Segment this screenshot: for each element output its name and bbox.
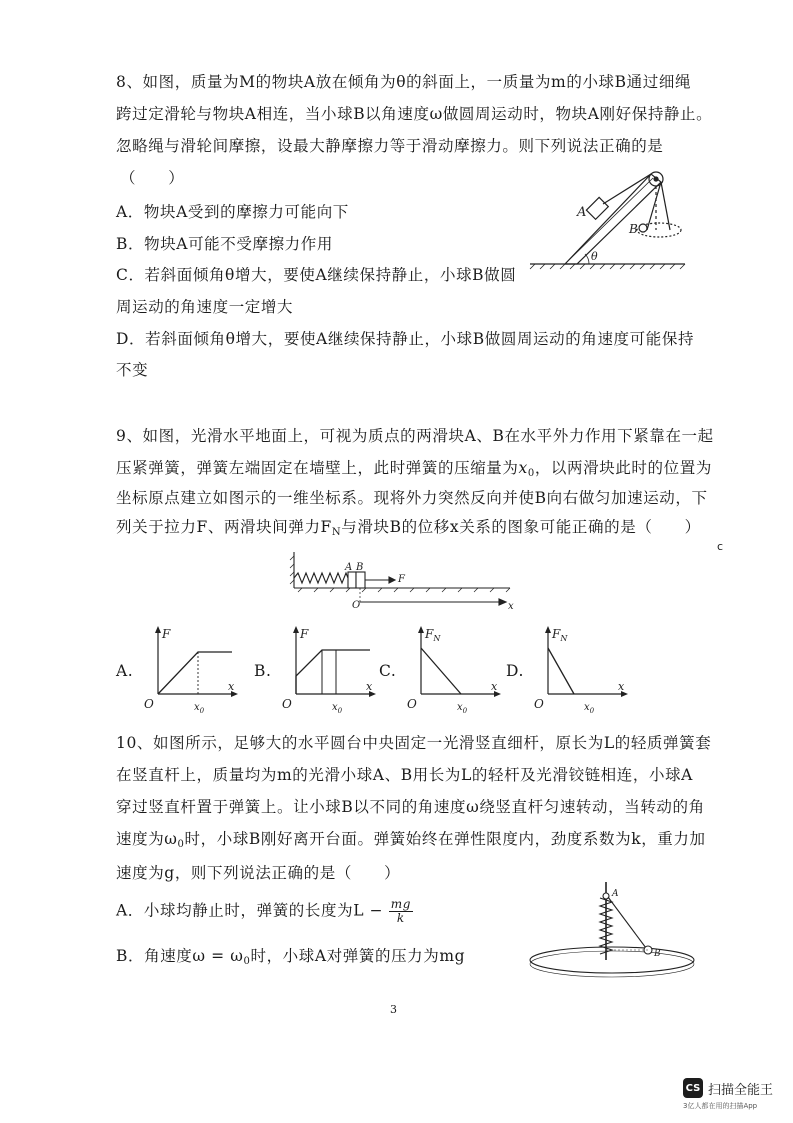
origin-label: O bbox=[534, 697, 544, 711]
q10-line3: 穿过竖直杆置于弹簧上。让小球B以不同的角速度ω绕竖直杆匀速转动，当转动的角 bbox=[116, 798, 705, 816]
page-number: 3 bbox=[390, 1003, 397, 1016]
scanner-title: 扫描全能王 bbox=[708, 1082, 774, 1098]
q9-fig-label-b: B bbox=[356, 562, 364, 573]
q9-graph-2 bbox=[278, 624, 378, 716]
q10-turntable-figure bbox=[528, 882, 708, 982]
q9-line4: 列关于拉力F、两滑块间弹力$F_N$与滑块B的位移x关系的图象可能正确的是（ ） bbox=[116, 518, 701, 538]
y-axis-label: F bbox=[300, 627, 309, 641]
q9-fig-label-x: x bbox=[508, 601, 514, 612]
stray-mark: c bbox=[717, 540, 724, 553]
graph-curve bbox=[548, 648, 574, 694]
x-axis-label: x bbox=[491, 680, 498, 693]
x0-tick-label: $x_0$ bbox=[194, 702, 205, 715]
q8-option-b: B．物块A可能不受摩擦力作用 bbox=[116, 235, 333, 253]
y-axis-arrow bbox=[545, 626, 551, 633]
q8-option-a: A．物块A受到的摩擦力可能向下 bbox=[116, 203, 349, 221]
y-axis-arrow bbox=[418, 626, 424, 633]
graph-curve bbox=[421, 648, 461, 694]
q8-line1: 8、如图，质量为M的物块A放在倾角为θ的斜面上，一质量为m的小球B通过细绳 bbox=[116, 73, 692, 91]
q10-line1: 10、如图所示，足够大的水平圆台中央固定一光滑竖直细杆，原长为L的轻质弹簧套 bbox=[116, 734, 712, 752]
q10-fig-label-b: B bbox=[654, 949, 661, 959]
origin-label: O bbox=[407, 697, 417, 711]
q9-fig-label-a: A bbox=[345, 562, 353, 573]
q8-option-d2: 不变 bbox=[116, 361, 149, 379]
graph-curve bbox=[158, 652, 232, 694]
q9-spring-figure bbox=[290, 548, 520, 610]
q8-line2: 跨过定滑轮与物块A相连，当小球B以角速度ω做圆周运动时，物块A刚好保持静止。 bbox=[116, 105, 713, 123]
q10-line5: 速度为g，则下列说法正确的是（ ） bbox=[116, 864, 401, 882]
x-axis-label: x bbox=[228, 680, 235, 693]
q10-option-b: B．角速度$\omega = \omega_0$时，小球A对弹簧的压力为mg bbox=[116, 947, 466, 967]
y-axis-label: $F_N$ bbox=[425, 627, 441, 643]
scanner-logo-icon: CS bbox=[683, 1078, 703, 1098]
q9-line3: 坐标原点建立如图示的一维坐标系。现将外力突然反向并使B向右做匀加速运动，下 bbox=[116, 489, 708, 507]
q9-graph-option-label: A. bbox=[116, 662, 134, 680]
graph-curve bbox=[296, 650, 370, 694]
q9-line2: 压紧弹簧，弹簧左端固定在墙壁上，此时弹簧的压缩量为$x_0$，以两滑块此时的位置为 bbox=[116, 459, 712, 479]
q8-fig-label-theta: θ bbox=[591, 250, 598, 263]
q10-fig-label-a: A bbox=[612, 889, 619, 899]
q9-graph-option-label: C. bbox=[379, 662, 397, 680]
q9-graph-option-label: B. bbox=[254, 662, 272, 680]
q9-graph-option-label: D. bbox=[506, 662, 525, 680]
q8-incline-figure bbox=[525, 160, 695, 275]
y-axis-label: F bbox=[162, 627, 171, 641]
x0-tick-label: $x_0$ bbox=[457, 702, 468, 715]
q9-line1: 9、如图，光滑水平地面上，可视为质点的两滑块A、B在水平外力作用下紧靠在一起 bbox=[116, 427, 714, 445]
origin-label: O bbox=[144, 697, 154, 711]
q9-graph-1 bbox=[140, 624, 240, 716]
q10-line2: 在竖直杆上，质量均为m的光滑小球A、B用长为L的轻杆及光滑铰链相连，小球A bbox=[116, 766, 693, 784]
x0-tick-label: $x_0$ bbox=[584, 702, 595, 715]
q9-fig-label-f: F bbox=[398, 574, 405, 585]
q8-option-c1: C．若斜面倾角θ增大，要使A继续保持静止，小球B做圆 bbox=[116, 266, 517, 284]
q10-fraction: $\frac{mg}{k}$ bbox=[390, 897, 411, 925]
q8-option-c2: 周运动的角速度一定增大 bbox=[116, 298, 294, 316]
q9-graph-4 bbox=[530, 624, 630, 716]
x0-tick-label: $x_0$ bbox=[332, 702, 343, 715]
y-axis-arrow bbox=[155, 626, 161, 633]
y-axis-label: $F_N$ bbox=[552, 627, 568, 643]
q8-fig-label-b: B bbox=[629, 222, 638, 236]
q10-option-a: A．小球均静止时，弹簧的长度为L − $\frac{mg}{k}$ bbox=[116, 897, 411, 925]
x-axis-label: x bbox=[366, 680, 373, 693]
q10-line4: 速度为$\omega_0$时，小球B刚好离开台面。弹簧始终在弹性限度内，劲度系数为k，重力加 bbox=[116, 830, 706, 850]
q9-fig-label-o: O bbox=[352, 600, 361, 611]
scanner-subtitle: 3亿人都在用的扫描App bbox=[683, 1102, 758, 1110]
q8-line3: 忽略绳与滑轮间摩擦，设最大静摩擦力等于滑动摩擦力。则下列说法正确的是 bbox=[116, 137, 664, 155]
x-axis-label: x bbox=[618, 680, 625, 693]
origin-label: O bbox=[282, 697, 292, 711]
q8-paren: （ ） bbox=[120, 169, 185, 187]
q8-fig-label-a: A bbox=[577, 205, 587, 220]
q9-graph-3 bbox=[403, 624, 503, 716]
q8-option-d1: D．若斜面倾角θ增大，要使A继续保持静止，小球B做圆周运动的角速度可能保持 bbox=[116, 330, 695, 348]
y-axis-arrow bbox=[293, 626, 299, 633]
scanner-watermark bbox=[683, 1078, 773, 1098]
